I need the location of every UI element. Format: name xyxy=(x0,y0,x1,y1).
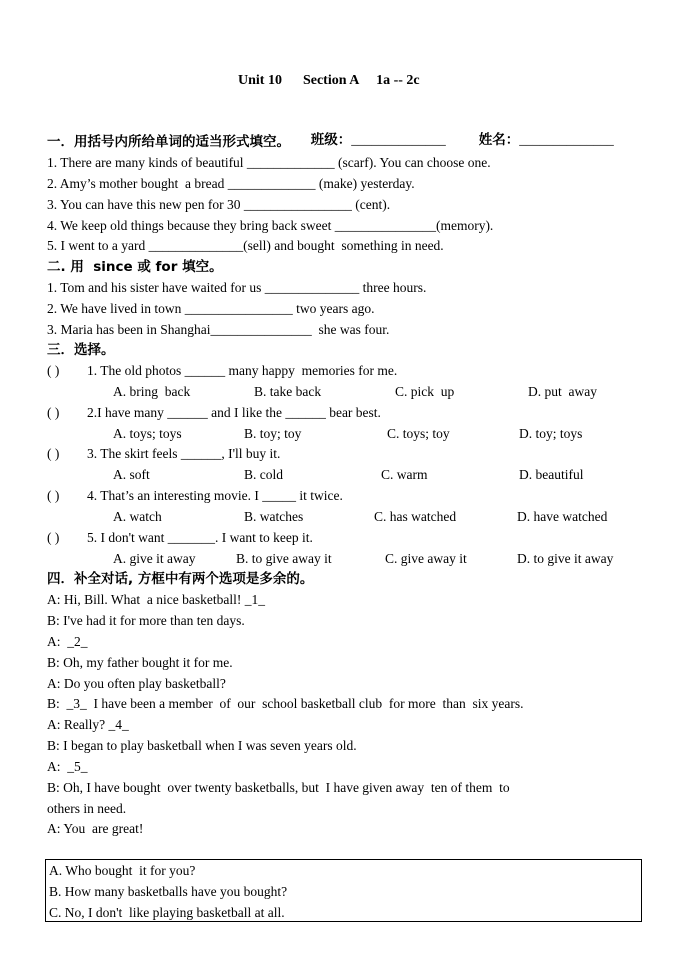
dialogue-line: A: _5_ xyxy=(47,759,88,774)
worksheet-title: Unit 10 Section A 1a -- 2c xyxy=(238,73,420,88)
option-c: C. pick up xyxy=(395,384,455,399)
dialogue-line: B: Oh, my father bought it for me. xyxy=(47,655,233,670)
choice-a: A. Who bought it for you? xyxy=(49,863,196,878)
section1-item: 1. There are many kinds of beautiful _____________ (scarf). You can choose one. xyxy=(47,155,491,170)
choice-c: C. No, I don't like playing basketball at all. xyxy=(49,905,285,920)
name-blank: ______________ xyxy=(519,132,614,147)
option-a: A. soft xyxy=(113,467,150,482)
section2-item: 2. We have lived in town ________________ two years ago. xyxy=(47,301,375,316)
section4-heading: 四．补全对话, 方框中有两个选项是多余的。 xyxy=(47,571,314,587)
option-d: D. to give it away xyxy=(517,551,614,566)
choices-box xyxy=(45,859,642,922)
section2-item: 3. Maria has been in Shanghai_______________ she was four. xyxy=(47,322,390,337)
dialogue-line: A: Do you often play basketball? xyxy=(47,676,226,691)
dialogue-line: others in need. xyxy=(47,801,127,816)
class-field xyxy=(304,113,446,149)
option-a: A. bring back xyxy=(113,384,191,399)
dialogue-line: A: _2_ xyxy=(47,634,88,649)
class-blank: ______________ xyxy=(351,132,446,147)
option-c: C. toys; toy xyxy=(387,426,450,441)
choice-b: B. How many basketballs have you bought? xyxy=(49,884,288,899)
option-d: D. toy; toys xyxy=(519,426,583,441)
option-c: C. has watched xyxy=(374,509,457,524)
section1-item: 2. Amy’s mother bought a bread _____________ (make) yesterday. xyxy=(47,176,415,191)
section1-heading: 一．用括号内所给单词的适当形式填空。 xyxy=(47,134,290,150)
option-a: A. watch xyxy=(113,509,162,524)
dialogue-line: B: I began to play basketball when I was seven years old. xyxy=(47,738,357,753)
option-d: D. beautiful xyxy=(519,467,584,482)
dialogue-line: A: Really? _4_ xyxy=(47,717,129,732)
question-stem: 4. That’s an interesting movie. I _____ it twice. xyxy=(87,488,343,503)
option-d: D. put away xyxy=(528,384,597,399)
dialogue-line: A: You are great! xyxy=(47,821,144,836)
question-stem: 2.I have many ______ and I like the ______ bear best. xyxy=(87,405,381,420)
name-field xyxy=(472,113,614,149)
section1-item: 4. We keep old things because they bring back sweet _______________(memory). xyxy=(47,218,494,233)
dialogue-line: B: I've had it for more than ten days. xyxy=(47,613,245,628)
option-b: B. to give away it xyxy=(236,551,332,566)
answer-paren: ( ) xyxy=(47,446,60,461)
answer-paren: ( ) xyxy=(47,488,60,503)
section3-heading: 三．选择。 xyxy=(47,342,115,358)
question-stem: 1. The old photos ______ many happy memories for me. xyxy=(87,363,398,378)
name-label: 姓名： xyxy=(478,132,520,148)
dialogue-line: B: _3_ I have been a member of our school basketball club for more than six years. xyxy=(47,696,524,711)
question-stem: 3. The skirt feels ______, I'll buy it. xyxy=(87,446,281,461)
question-stem: 5. I don't want _______. I want to keep it. xyxy=(87,530,313,545)
option-c: C. give away it xyxy=(385,551,467,566)
option-d: D. have watched xyxy=(517,509,608,524)
answer-paren: ( ) xyxy=(47,530,60,545)
option-b: B. toy; toy xyxy=(244,426,302,441)
dialogue-line: B: Oh, I have bought over twenty basketballs, but I have given away ten of them to xyxy=(47,780,510,795)
answer-paren: ( ) xyxy=(47,405,60,420)
answer-paren: ( ) xyxy=(47,363,60,378)
option-b: B. cold xyxy=(244,467,283,482)
option-a: A. give it away xyxy=(113,551,196,566)
option-b: B. take back xyxy=(254,384,322,399)
section1-item: 5. I went to a yard ______________(sell) and bought something in need. xyxy=(47,238,444,253)
section2-heading: 二. 用 since 或 for 填空。 xyxy=(47,259,223,275)
option-b: B. watches xyxy=(244,509,304,524)
dialogue-line: A: Hi, Bill. What a nice basketball! _1_ xyxy=(47,592,265,607)
option-a: A. toys; toys xyxy=(113,426,182,441)
section2-item: 1. Tom and his sister have waited for us ______________ three hours. xyxy=(47,280,427,295)
option-c: C. warm xyxy=(381,467,428,482)
class-label: 班级： xyxy=(310,132,352,148)
section1-item: 3. You can have this new pen for 30 ________________ (cent). xyxy=(47,197,391,212)
